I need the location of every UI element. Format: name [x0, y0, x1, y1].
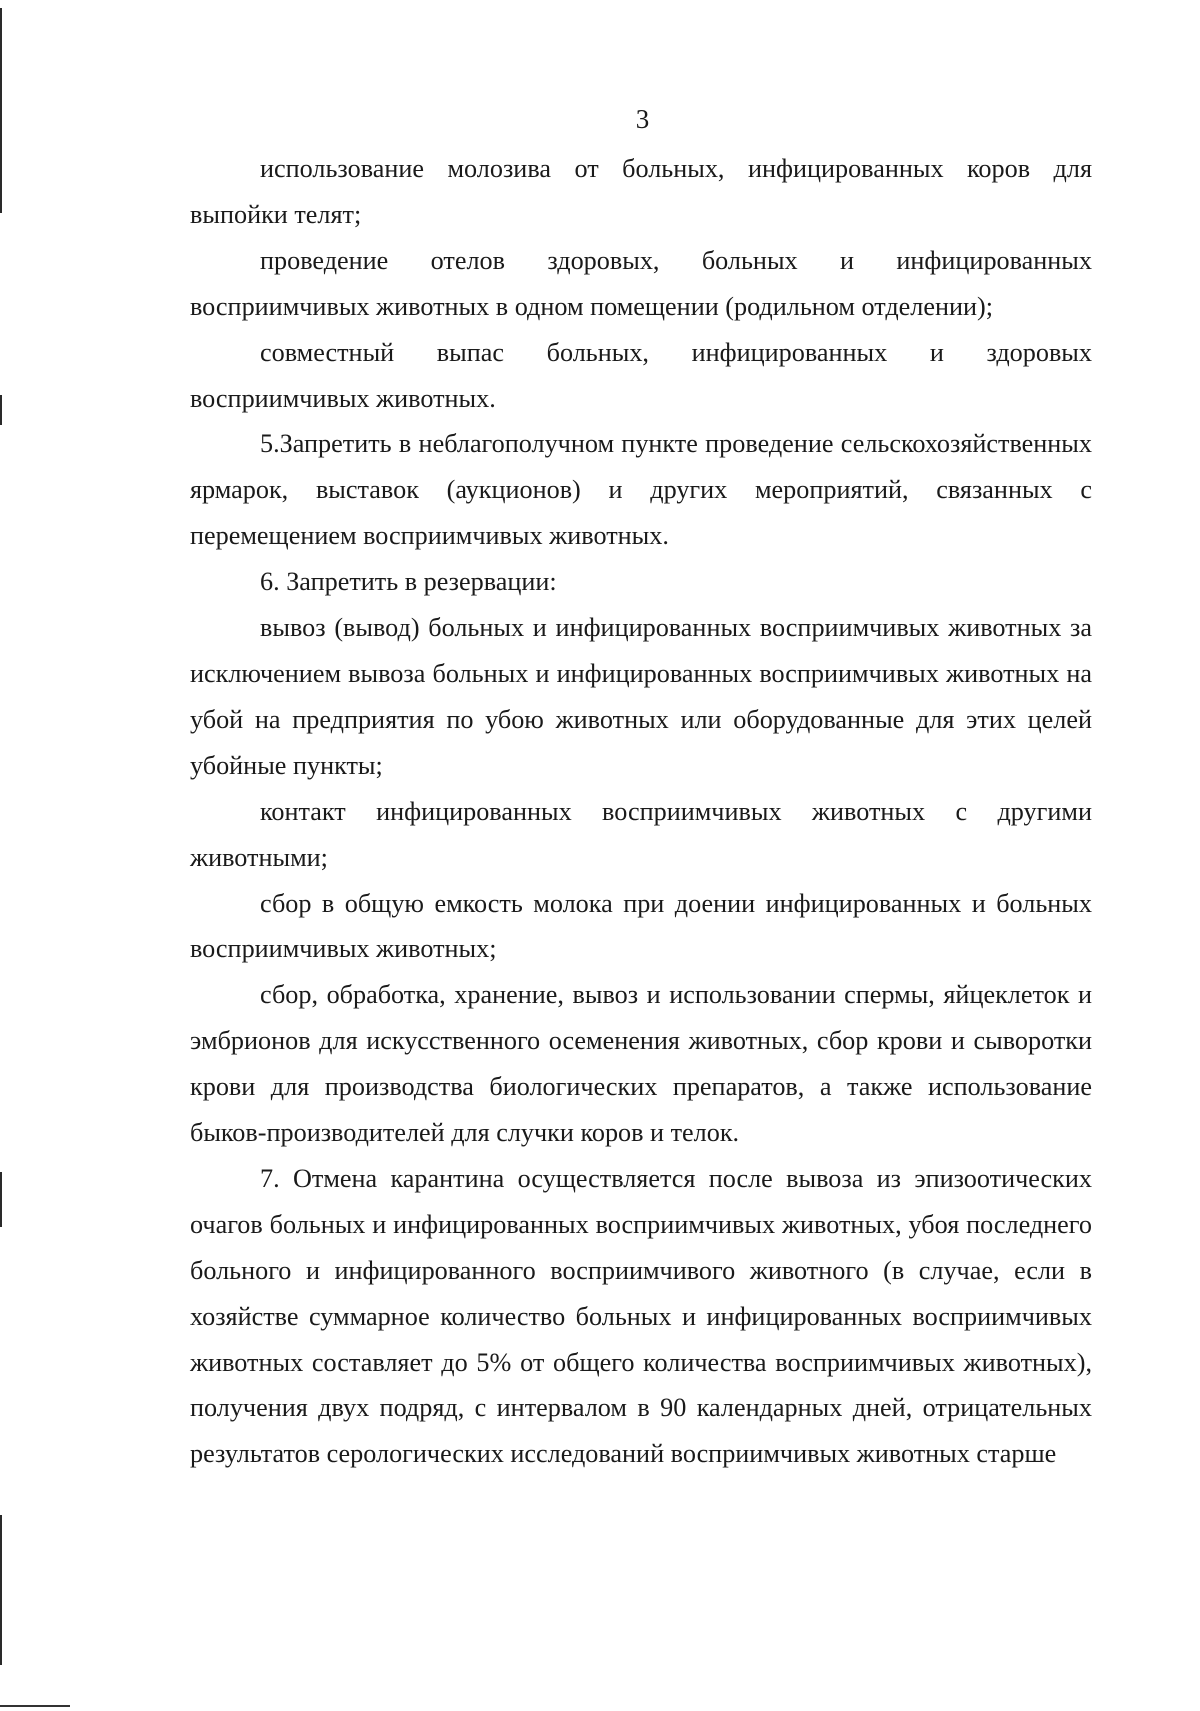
paragraph: совместный выпас больных, инфицированных и здоровых восприимчивых животных. — [190, 337, 1092, 413]
paragraph: проведение отелов здоровых, больных и инфицированных восприимчивых животных в одном помещении (родильном отделении); — [190, 245, 1092, 321]
paragraph: контакт инфицированных восприимчивых животных с другими животными; — [190, 796, 1092, 872]
paragraph: 7. Отмена карантина осуществляется после вывоза из эпизоотических очагов больных и инфицированных восприимчивых животных, убоя последнего больного и инфицированного восприимчивого животного (в случае, если в хозяйстве суммарное количество больных и инфицированных восприимчивых животных составляет до 5% от общего количества восприимчивых животных), получения двух подряд, с интервалом в 90 календарных дней, отрицательных результатов серологических исследований восприимчивых животных старше — [190, 1163, 1092, 1469]
paragraph: 6. Запретить в резервации: — [260, 567, 557, 597]
paragraph: сбор, обработка, хранение, вывоз и использовании спермы, яйцеклеток и эмбрионов для искусственного осеменения животных, сбор крови и сыворотки крови для производства биологических препаратов, а также использование быков-производителей для случки коров и телок. — [190, 980, 1092, 1148]
scan-edge-mark — [0, 395, 2, 425]
paragraph: 5.Запретить в неблагополучном пункте проведение сельскохозяйственных ярмарок, выставок (аукционов) и других мероприятий, связанных с перемещением восприимчивых животных. — [190, 429, 1092, 551]
paragraph: вывоз (вывод) больных и инфицированных восприимчивых животных за исключением вывоза больных и инфицированных восприимчивых животных на убой на предприятия по убою животных или оборудованные для этих целей убойные пункты; — [190, 613, 1092, 780]
scan-edge-mark — [0, 1515, 2, 1665]
scan-edge-mark — [0, 1172, 2, 1227]
page-number: 3 — [635, 104, 650, 134]
paragraph: использование молозива от больных, инфицированных коров для выпойки телят; — [190, 154, 1092, 229]
document-body — [190, 146, 1092, 1477]
scan-edge-mark — [0, 1705, 70, 1707]
paragraph: сбор в общую емкость молока при доении инфицированных и больных восприимчивых животных; — [190, 888, 1092, 964]
